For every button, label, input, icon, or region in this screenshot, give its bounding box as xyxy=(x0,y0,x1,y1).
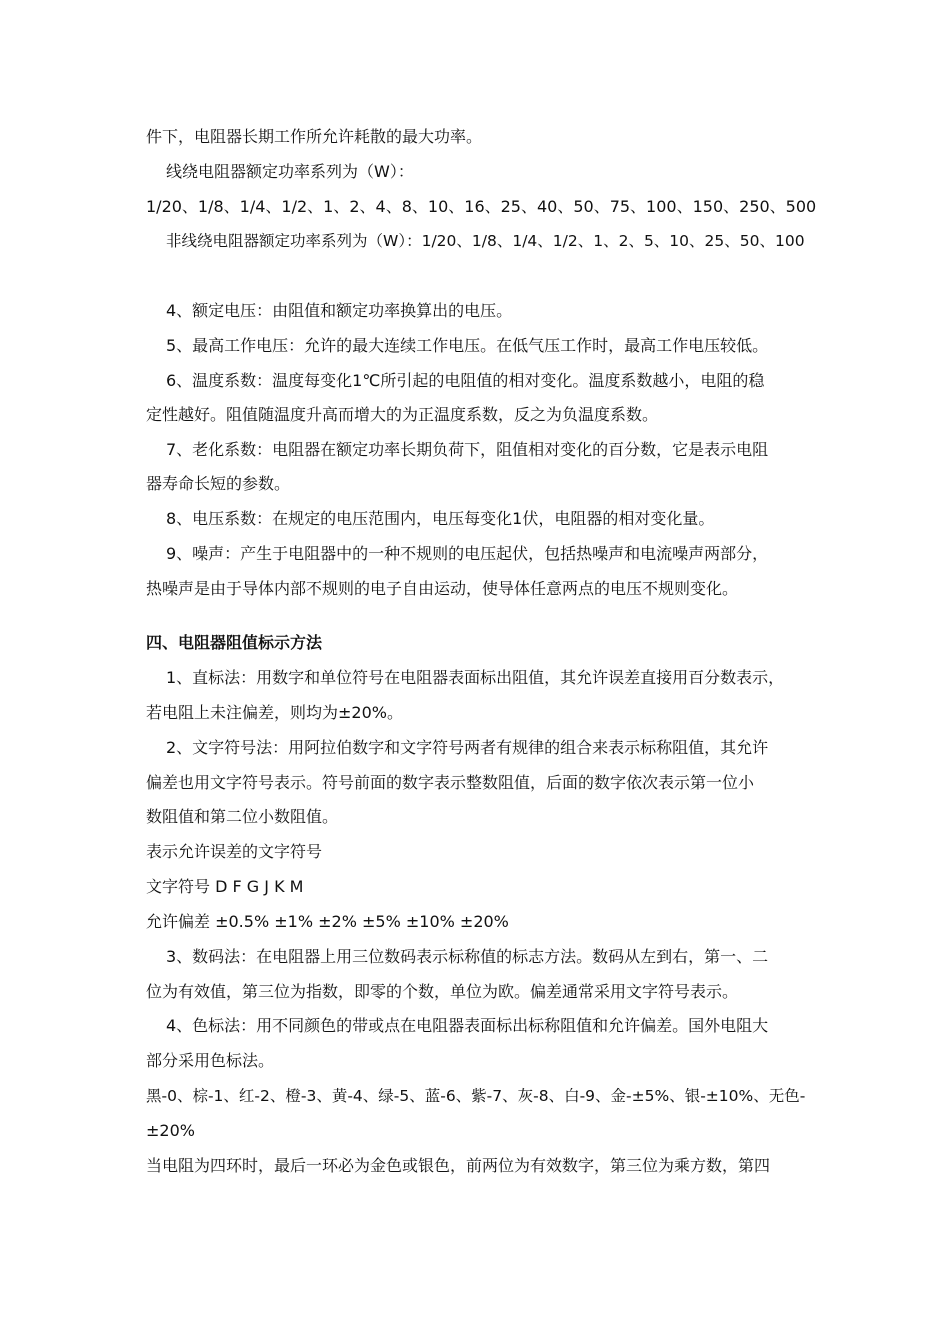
text-line: 部分采用色标法。 xyxy=(146,1051,275,1070)
text-line: 2、文字符号法：用阿拉伯数字和文字符号两者有规律的组合来表示标称阻值，其允许 xyxy=(166,738,769,757)
text-line: 1、直标法：用数字和单位符号在电阻器表面标出阻值，其允许误差直接用百分数表示， xyxy=(166,668,785,687)
text-line: 表示允许误差的文字符号 xyxy=(146,842,323,861)
text-line: 6、温度系数：温度每变化1℃所引起的电阻值的相对变化。温度系数越小，电阻的稳 xyxy=(166,371,765,390)
text-line: 9、噪声：产生于电阻器中的一种不规则的电压起伏，包括热噪声和电流噪声两部分， xyxy=(166,544,769,563)
text-line: 线绕电阻器额定功率系列为（W）： xyxy=(166,162,414,181)
text-line: 3、数码法：在电阻器上用三位数码表示标称值的标志方法。数码从左到右，第一、二 xyxy=(166,947,769,966)
text-line: 定性越好。阻值随温度升高而增大的为正温度系数，反之为负温度系数。 xyxy=(146,405,659,424)
text-line: 偏差也用文字符号表示。符号前面的数字表示整数阻值，后面的数字依次表示第一位小 xyxy=(146,773,755,792)
text-line: 黑-0、棕-1、红-2、橙-3、黄-4、绿-5、蓝-6、紫-7、灰-8、白-9、金-±5%、银-±10%、无色- xyxy=(146,1087,806,1105)
section-heading: 四、电阻器阻值标示方法 xyxy=(146,633,323,652)
text-line: 若电阻上未注偏差，则均为±20%。 xyxy=(146,703,403,722)
text-line: 文字符号 D F G J K M xyxy=(146,877,304,896)
text-line: 1/20、1/8、1/4、1/2、1、2、4、8、10、16、25、40、50、75、100、150、250、500 xyxy=(146,197,816,216)
text-line: 4、色标法：用不同颜色的带或点在电阻器表面标出标称阻值和允许偏差。国外电阻大 xyxy=(166,1016,769,1035)
text-line: 7、老化系数：电阻器在额定功率长期负荷下，阻值相对变化的百分数，它是表示电阻 xyxy=(166,440,769,459)
text-line: 件下，电阻器长期工作所允许耗散的最大功率。 xyxy=(146,127,483,146)
text-line: 数阻值和第二位小数阻值。 xyxy=(146,807,339,826)
text-line: 器寿命长短的参数。 xyxy=(146,474,291,493)
text-line: 位为有效值，第三位为指数，即零的个数，单位为欧。偏差通常采用文字符号表示。 xyxy=(146,982,739,1001)
text-line: 4、额定电压：由阻值和额定功率换算出的电压。 xyxy=(166,301,513,320)
text-line: 热噪声是由于导体内部不规则的电子自由运动，使导体任意两点的电压不规则变化。 xyxy=(146,579,739,598)
text-line: ±20% xyxy=(146,1121,195,1140)
text-line: 非线绕电阻器额定功率系列为（W）：1/20、1/8、1/4、1/2、1、2、5、10、25、50、100 xyxy=(166,232,805,250)
text-line: 当电阻为四环时，最后一环必为金色或银色，前两位为有效数字，第三位为乘方数，第四 xyxy=(146,1156,771,1175)
text-line: 5、最高工作电压：允许的最大连续工作电压。在低气压工作时，最高工作电压较低。 xyxy=(166,336,769,355)
text-line: 8、电压系数：在规定的电压范围内，电压每变化1伏，电阻器的相对变化量。 xyxy=(166,509,715,528)
text-line: 允许偏差 ±0.5% ±1% ±2% ±5% ±10% ±20% xyxy=(146,912,509,931)
